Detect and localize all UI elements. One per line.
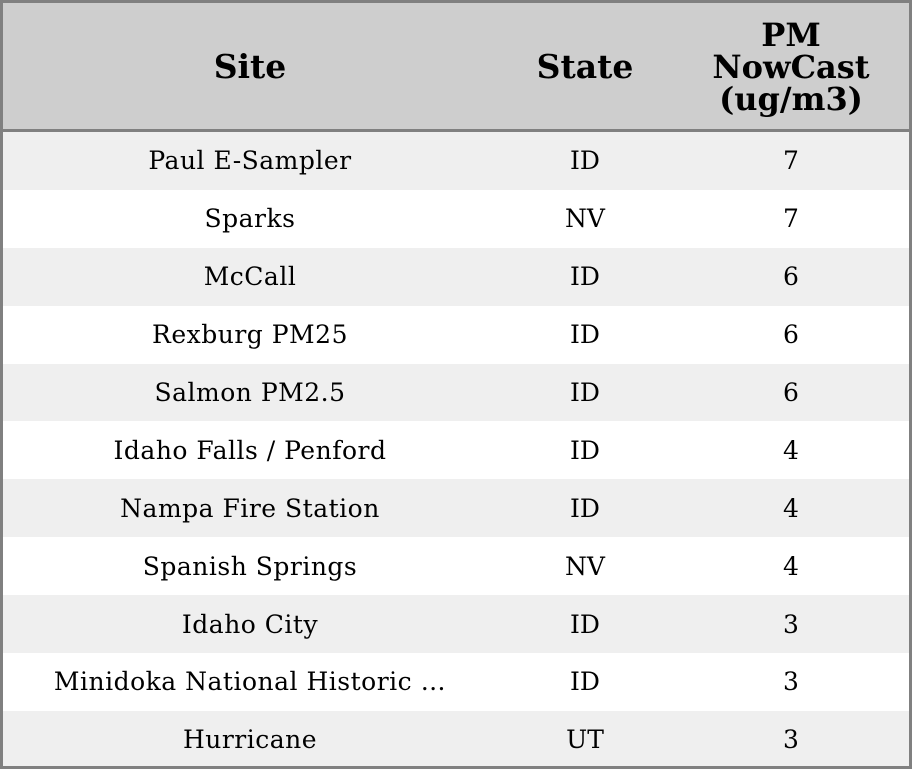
cell-state: ID — [570, 609, 600, 639]
cell-pm-nowcast: 4 — [783, 435, 799, 465]
cell-pm-nowcast: 3 — [783, 667, 799, 697]
table-header — [3, 3, 909, 132]
cell-site: Idaho City — [181, 609, 319, 639]
cell-state: ID — [570, 320, 600, 350]
table-row — [3, 711, 909, 769]
cell-pm-nowcast: 7 — [783, 146, 799, 176]
table-row — [3, 421, 909, 479]
table-row — [3, 364, 909, 422]
cell-site: McCall — [203, 262, 297, 292]
table-row — [3, 653, 909, 711]
cell-state: UT — [566, 725, 604, 755]
cell-pm-nowcast: 6 — [783, 320, 799, 350]
column-header-state: State — [536, 46, 634, 86]
cell-state: NV — [565, 204, 605, 234]
table-row — [3, 306, 909, 364]
table-row — [3, 537, 909, 595]
cell-state: ID — [570, 435, 600, 465]
cell-site: Idaho Falls / Penford — [113, 435, 387, 465]
cell-site: Minidoka National Historic … — [53, 667, 447, 697]
cell-site: Sparks — [204, 204, 296, 234]
table-row — [3, 248, 909, 306]
column-header-site: Site — [213, 46, 287, 86]
cell-site: Hurricane — [182, 725, 318, 755]
cell-pm-nowcast: 3 — [783, 609, 799, 639]
cell-pm-nowcast: 6 — [783, 262, 799, 292]
cell-pm-nowcast: 7 — [783, 204, 799, 234]
cell-site: Salmon PM2.5 — [154, 378, 346, 407]
table-body — [3, 132, 909, 769]
cell-state: NV — [565, 551, 605, 581]
cell-state: ID — [570, 667, 600, 697]
cell-site: Paul E-Sampler — [148, 146, 352, 176]
table-row — [3, 190, 909, 248]
cell-pm-nowcast: 4 — [783, 551, 799, 581]
cell-state: ID — [570, 146, 600, 176]
table-row — [3, 479, 909, 537]
cell-state: ID — [570, 378, 600, 407]
cell-state: ID — [570, 262, 600, 292]
cell-pm-nowcast: 4 — [783, 493, 799, 523]
cell-site: Spanish Springs — [142, 551, 358, 581]
table-row — [3, 132, 909, 190]
table-row — [3, 595, 909, 653]
column-header-pm-nowcast: PM NowCast (ug/m3) — [712, 16, 870, 118]
cell-pm-nowcast: 6 — [783, 378, 799, 407]
cell-site: Rexburg PM25 — [152, 320, 348, 350]
cell-pm-nowcast: 3 — [783, 725, 799, 755]
cell-site: Nampa Fire Station — [120, 493, 380, 523]
cell-state: ID — [570, 493, 600, 523]
